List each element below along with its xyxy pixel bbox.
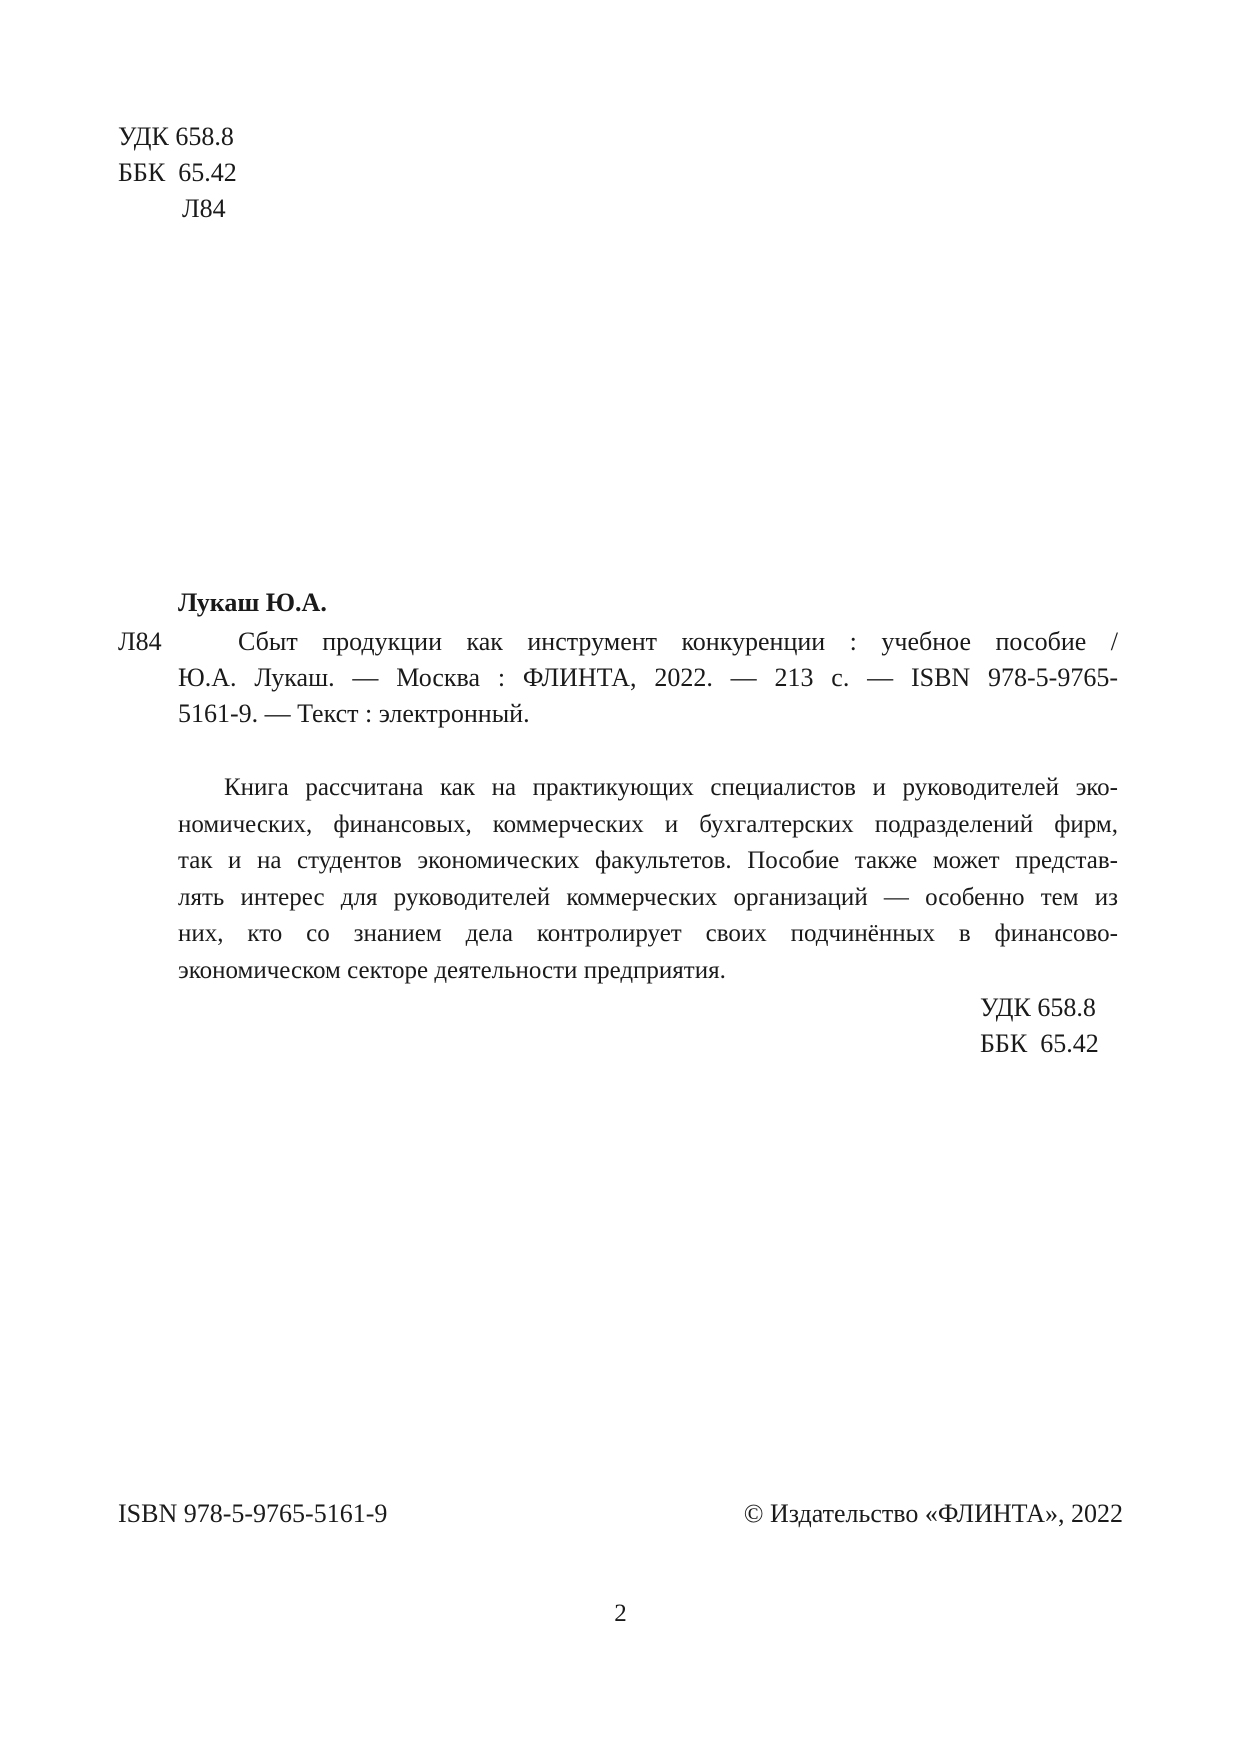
udk-code: УДК 658.8 — [118, 122, 234, 151]
entry-code: Л84 — [118, 627, 162, 656]
author-name: Лукаш Ю.А. — [178, 588, 327, 617]
biblio-line: 5161-9. — Текст : электронный. — [178, 699, 530, 728]
copyright: © Издательство «ФЛИНТА», 2022 — [743, 1499, 1123, 1528]
bibliographic-description — [178, 624, 1118, 732]
annotation-line: экономическом секторе деятельности предприятия. — [178, 956, 726, 984]
bbk-code: ББК 65.42 — [980, 1029, 1099, 1058]
biblio-line: Сбыт продукции как инструмент конкуренции : учебное пособие / — [238, 627, 1118, 656]
author-mark: Л84 — [182, 194, 226, 223]
biblio-line: Ю.А. Лукаш. — Москва : ФЛИНТА, 2022. — 213 с. — ISBN 978-5-9765- — [178, 663, 1118, 692]
isbn: ISBN 978-5-9765-5161-9 — [118, 1499, 388, 1528]
page-number: 2 — [614, 1600, 627, 1627]
bbk-code: ББК 65.42 — [118, 158, 237, 187]
classification-codes-top — [118, 119, 237, 227]
annotation-line: Книга рассчитана как на практикующих специалистов и руководителей эко- — [224, 774, 1118, 801]
annotation-line: лять интерес для руководителей коммерческих организаций — особенно тем из — [178, 883, 1118, 911]
classification-codes-bottom — [980, 990, 1099, 1062]
annotation-line: них, кто со знанием дела контролирует своих подчинённых в финансово- — [178, 920, 1118, 947]
annotation — [178, 770, 1118, 989]
annotation-line: так и на студентов экономических факультетов. Пособие также может представ- — [178, 847, 1118, 874]
annotation-line: номических, финансовых, коммерческих и бухгалтерских подразделений фирм, — [178, 810, 1118, 838]
udk-code: УДК 658.8 — [980, 993, 1096, 1022]
